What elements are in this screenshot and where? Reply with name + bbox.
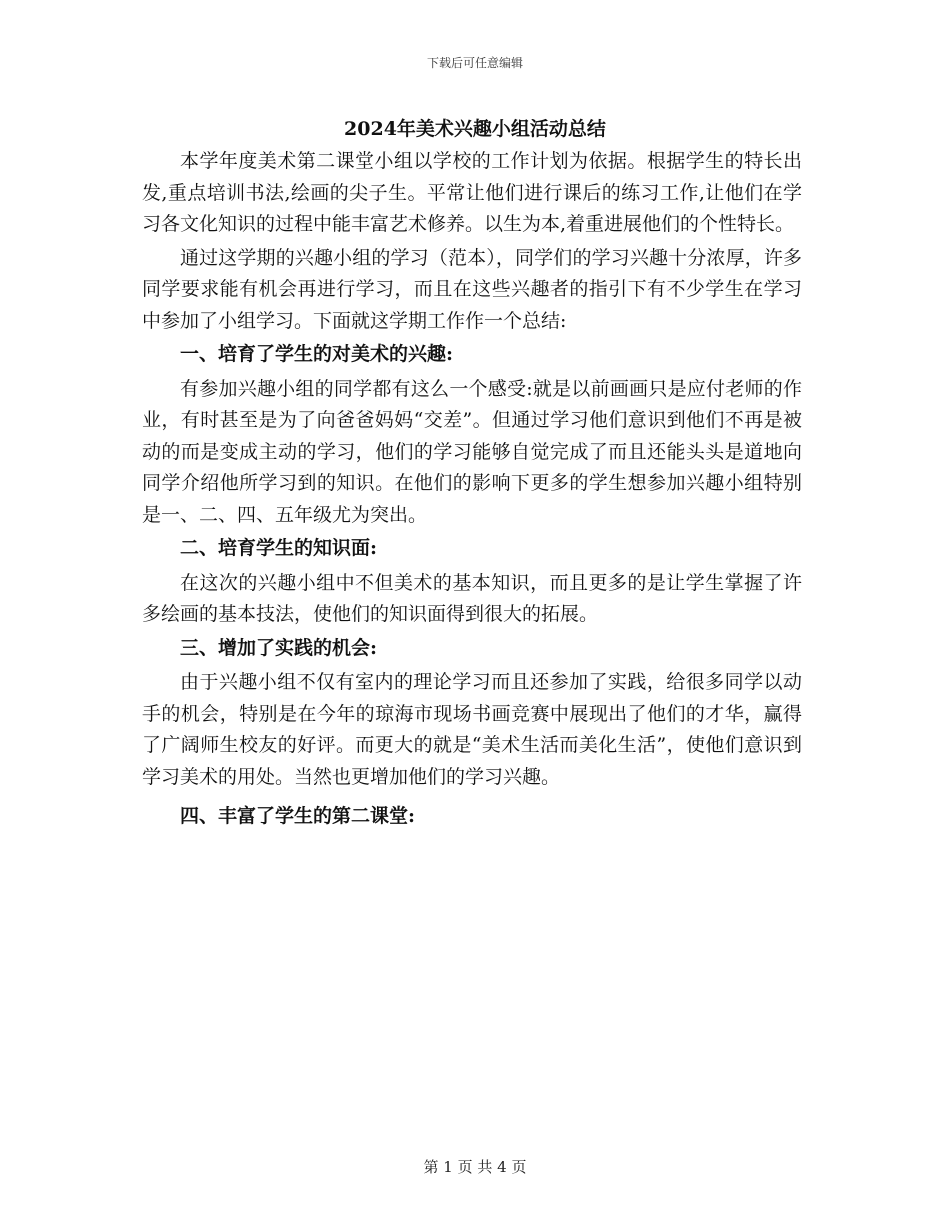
section-heading-2: 二、培育学生的知识面:	[180, 537, 378, 559]
page-footer: 第 1 页 共 4 页	[423, 1158, 527, 1176]
intro-paragraph-2: 通过这学期的兴趣小组的学习（范本），同学们的学习兴趣十分浓厚，许多同学要求能有机会再进行学习，而且在这些兴趣者的指引下有不少学生在学习中参加了小组学习。下面就这学期工作作一个总结:	[142, 246, 802, 332]
section-heading-3: 三、增加了实践的机会:	[180, 636, 378, 659]
section-text-2: 在这次的兴趣小组中不但美术的基本知识，而且更多的是让学生掌握了许多绘画的基本技法，使他们的知识面得到很大的拓展。	[142, 571, 802, 625]
section-heading-1: 一、培育了学生的对美术的兴趣:	[180, 343, 454, 365]
document-body	[142, 146, 802, 836]
section-text-3: 由于兴趣小组不仅有室内的理论学习而且还参加了实践，给很多同学以动手的机会，特别是在今年的琼海市现场书画竞赛中展现出了他们的才华，赢得了广阔师生校友的好评。而更大的就是“美术生活而美化生活”，使他们意识到学习美术的用处。当然也更增加他们的学习兴趣。	[142, 671, 802, 788]
section-text-1: 有参加兴趣小组的同学都有这么一个感受:就是以前画画只是应付老师的作业，有时甚至是为了向爸爸妈妈“交差”。但通过学习他们意识到他们不再是被动的而是变成主动的学习，他们的学习能够自觉完成了而且还能头头是道地向同学介绍他所学习到的知识。在他们的影响下更多的学生想参加兴趣小组特别是一、二、四、五年级尤为突出。	[142, 377, 802, 526]
document-title: 2024年美术兴趣小组活动总结	[344, 118, 606, 140]
intro-paragraph-1: 本学年度美术第二课堂小组以学校的工作计划为依据。根据学生的特长出发,重点培训书法,绘画的尖子生。平常让他们进行课后的练习工作,让他们在学习各文化知识的过程中能丰富艺术修养。以生为本,着重进展他们的个性特长。	[142, 150, 802, 235]
section-heading-4: 四、丰富了学生的第二课堂:	[180, 805, 416, 827]
header-note: 下载后可任意编辑	[426, 56, 523, 70]
